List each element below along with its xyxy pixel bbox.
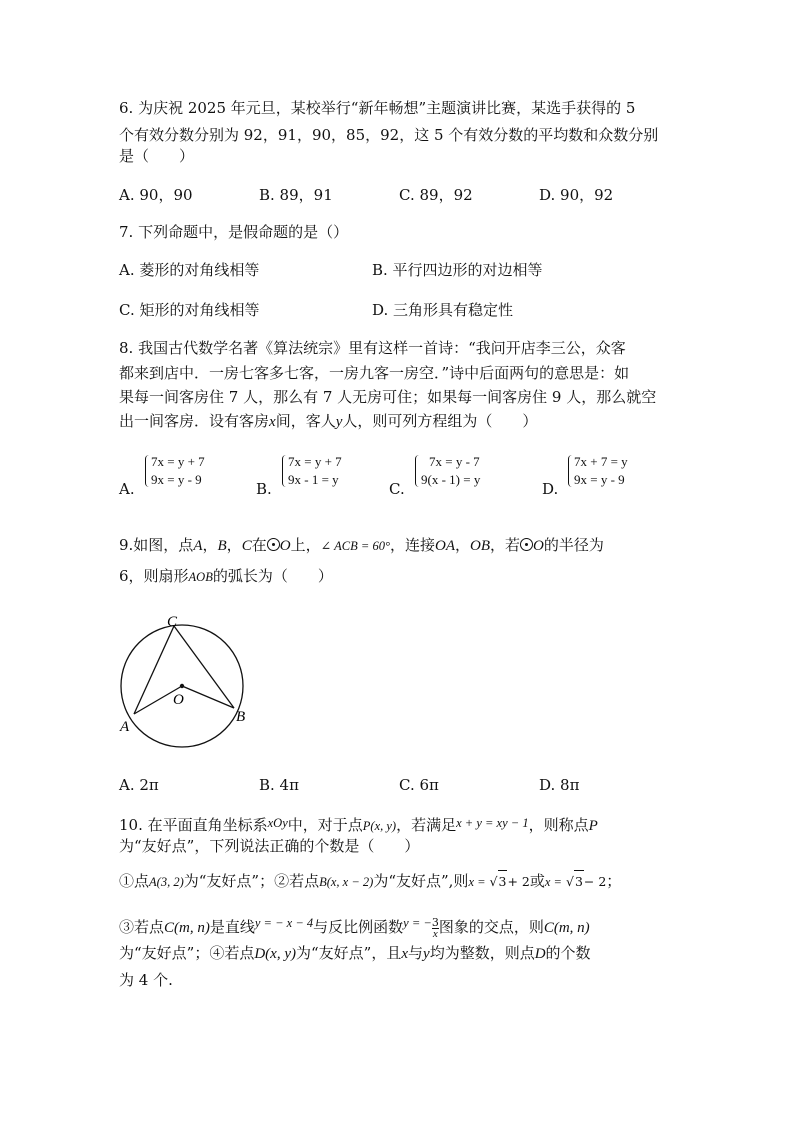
q9-text-2: 在 [251, 536, 267, 554]
q10-point-p: P(x, y) [362, 819, 397, 833]
q10-s2c: 与反比例函数 [313, 918, 404, 936]
figure-label-c: C [167, 614, 178, 630]
q8-var-y: y [335, 414, 343, 430]
q8-line-4-a: 出一间客房．设有客房 [119, 412, 270, 430]
q9-point-a: A [193, 538, 203, 554]
q9-text-4: ，连接 [389, 536, 435, 554]
q10-sqrt-1: 3 [498, 870, 508, 893]
q8-var-x: x [269, 414, 276, 430]
q10-s3c: 与 [408, 944, 424, 962]
q9-seg-ob: OB [470, 538, 491, 554]
figure-label-a: A [120, 719, 130, 735]
q6-option-c: C. 89，92 [399, 186, 473, 204]
q8-option-a-eq2: 9x = y - 9 [151, 472, 202, 487]
q10-line-3: ①点A(3, 2)为“友好点”；②若点B(x, x − 2)为“友好点”,则x = √3+ 2或x = √3− 2； [119, 870, 621, 893]
q9-text-5: ，若 [490, 536, 521, 554]
q10-line-4 [119, 912, 590, 939]
q7-option-c: C. 矩形的对角线相等 [119, 301, 260, 319]
q10-s2a: ③若点 [119, 918, 165, 936]
q10-line-1 [119, 812, 598, 837]
q9-circle-figure [112, 606, 262, 756]
q10-x-eq-2: x = [544, 875, 562, 889]
q9-text-8: 的弧长为（ ） [212, 567, 333, 585]
q10-s1b: 为“友好点”；②若点 [183, 872, 320, 890]
q9-circle-o-2: O [533, 538, 544, 554]
q9-comma-1: ， [202, 536, 218, 554]
q10-line-equation: y = − x − 4 [254, 916, 314, 930]
q10-semicolon: ； [606, 872, 622, 890]
q8-option-d-system [568, 453, 628, 489]
q10-point-d: D(x, y) [254, 946, 296, 962]
q8-line-3: 果每一间客房住 7 人，那么有 7 人无房可住；如果每一间客房住 9 人，那么就空 [119, 388, 657, 406]
q10-var-x: x [401, 946, 408, 962]
q8-line-1: 8. 我国古代数学名著《算法统宗》里有这样一首诗：“我问开店李三公，众客 [119, 339, 626, 357]
q10-xoy: xOy [267, 816, 288, 830]
q6-option-a: A. 90，90 [119, 186, 193, 204]
q8-line-2: 都来到店中．一房七客多七客，一房九客一房空．”诗中后面两句的意思是：如 [119, 364, 630, 382]
q9-angle: ∠ ACB = 60° [320, 539, 390, 553]
q10-fraction [431, 915, 439, 940]
q9-line-1 [119, 534, 604, 557]
q8-line-4 [119, 410, 537, 433]
q9-seg-oa: OA [435, 538, 455, 554]
figure-label-b: B [236, 709, 246, 725]
q10-line-6: 为 4 个. [119, 971, 173, 989]
q9-circle-o: O [279, 538, 291, 554]
q10-line-2: 为“友好点”，下列说法正确的个数是（ ） [119, 837, 420, 855]
q6-line-2: 个有效分数分别为 92，91，90，85，92，这 5 个有效分数的平均数和众数分别 [119, 126, 659, 144]
q10-or: 或 [529, 872, 545, 890]
q10-point-c: C(m, n) [164, 920, 210, 936]
q10-d: D [534, 946, 546, 962]
q10-frac-den: x [432, 927, 438, 940]
q10-point-c-2: C(m, n) [543, 920, 590, 936]
q6-line-1: 6. 为庆祝 2025 年元旦，某校举行“新年畅想”主题演讲比赛，某选手获得的 5 [119, 99, 636, 117]
q8-line-4-b: 间，客人 [275, 412, 336, 430]
q7-stem: 7. 下列命题中，是假命题的是（） [119, 223, 349, 241]
q9-text-1: 9.如图，点 [119, 536, 194, 554]
q10-y-eq: y = − [403, 916, 432, 930]
q8-option-d-eq2: 9x = y - 9 [574, 472, 625, 487]
q10-text-2: 中，对于点 [287, 816, 363, 834]
q8-option-c-system [415, 453, 480, 489]
q8-option-a-eq1: 7x = y + 7 [151, 454, 205, 469]
q6-line-3: 是（ ） [119, 147, 195, 165]
q10-s3a: 为“友好点”；④若点 [119, 944, 255, 962]
q9-comma-3: ， [455, 536, 471, 554]
q8-option-b-eq2: 9x - 1 = y [288, 472, 339, 487]
q10-s2d: 图象的交点，则 [438, 918, 544, 936]
q8-option-a-label: A. [119, 480, 135, 498]
q10-s2b: 是直线 [209, 918, 255, 936]
q7-option-b: B. 平行四边形的对边相等 [372, 261, 543, 279]
q8-option-d-eq1: 7x + 7 = y [574, 454, 628, 469]
q8-option-d-label: D. [542, 480, 559, 498]
q8-option-c-eq2: 9(x - 1) = y [421, 472, 481, 487]
q10-condition: x + y = xy − 1 [456, 816, 529, 830]
q10-text-1: 10. 在平面直角坐标系 [119, 816, 268, 834]
q8-option-b-label: B. [256, 480, 272, 498]
q9-point-c: C [241, 538, 252, 554]
q10-point-a: A(3, 2) [149, 875, 184, 889]
q10-minus-2: − 2 [583, 874, 607, 889]
circle-dot-icon [267, 538, 280, 551]
q9-text-3: 上， [290, 536, 321, 554]
q8-option-a-system [145, 453, 205, 489]
q9-point-b: B [217, 538, 227, 554]
q6-option-d: D. 90，92 [539, 186, 614, 204]
q10-text-3: ，若满足 [396, 816, 457, 834]
q10-x-eq-1: x = [468, 875, 486, 889]
q10-plus-2: + 2 [507, 874, 530, 889]
q10-s3d: 均为整数，则点 [429, 944, 535, 962]
q10-s3e: 的个数 [545, 944, 591, 962]
q8-option-b-eq1: 7x = y + 7 [288, 454, 342, 469]
q9-comma-2: ， [226, 536, 242, 554]
circle-dot-icon [520, 538, 533, 551]
q8-line-4-c: 人，则可列方程组为（ ） [342, 412, 538, 430]
q9-option-a: A. 2π [119, 776, 159, 794]
q7-option-a: A. 菱形的对角线相等 [119, 261, 260, 279]
q9-text-6: 的半径为 [543, 536, 604, 554]
q9-sector-aob: AOB [188, 570, 213, 584]
q8-option-c-label: C. [389, 480, 405, 498]
q10-p: P [588, 818, 598, 834]
q10-frac-num: 3 [431, 915, 439, 929]
q10-s1a: ①点 [119, 872, 150, 890]
figure-label-o: O [173, 692, 184, 708]
q10-var-y: y [423, 946, 430, 962]
q9-line-2 [119, 565, 333, 588]
q9-text-7: 6，则扇形 [119, 567, 189, 585]
q10-text-4: ，则称点 [528, 816, 589, 834]
q6-option-b: B. 89，91 [259, 186, 333, 204]
q9-option-b: B. 4π [259, 776, 299, 794]
q8-option-b-system [282, 453, 342, 489]
q9-option-d: D. 8π [539, 776, 580, 794]
q10-line-5 [119, 942, 591, 965]
q10-s1c: 为“友好点”,则 [373, 872, 469, 890]
q10-s3b: 为“友好点”，且 [295, 944, 402, 962]
q10-point-b: B(x, x − 2) [319, 875, 374, 889]
q9-option-c: C. 6π [399, 776, 439, 794]
q10-sqrt-2: 3 [574, 870, 584, 893]
q7-option-d: D. 三角形具有稳定性 [372, 301, 514, 319]
q8-option-c-eq1: 7x = y - 7 [429, 454, 480, 469]
